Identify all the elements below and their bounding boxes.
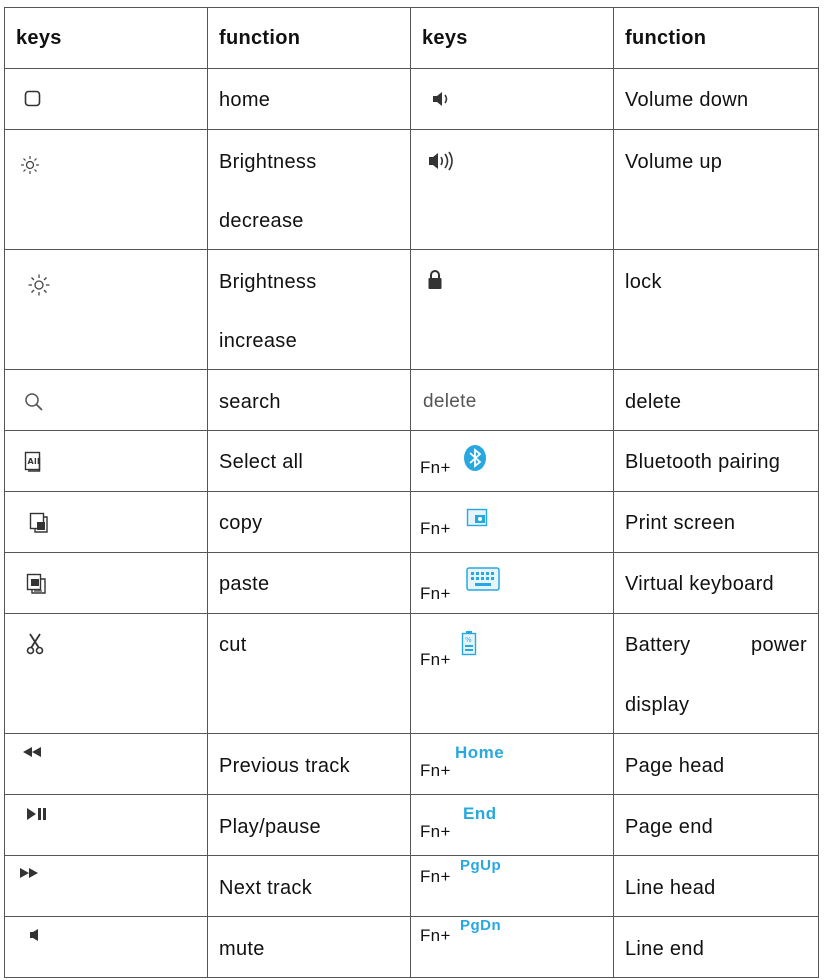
key-cell (411, 492, 614, 553)
table-row (5, 553, 819, 614)
svg-text:All: All (27, 457, 41, 466)
function-cell: Brightness increase (208, 250, 411, 370)
key-cell (5, 250, 208, 370)
key-cell (411, 250, 614, 370)
end-key-label: End (463, 804, 497, 823)
home-key-label: Home (455, 743, 505, 762)
table-row (5, 370, 819, 431)
function-cell: Select all (208, 431, 411, 492)
fn-label: Fn+ (420, 867, 451, 886)
fn-label: Fn+ (420, 458, 451, 477)
function-cell: search (208, 370, 411, 431)
print-screen-icon (466, 508, 488, 528)
key-cell (5, 130, 208, 250)
fn-label: Fn+ (420, 761, 451, 780)
delete-key-label: delete (423, 391, 477, 412)
key-cell (5, 69, 208, 130)
key-cell (411, 795, 614, 856)
play-pause-icon (25, 807, 49, 821)
key-cell (411, 856, 614, 917)
fn-label: Fn+ (420, 822, 451, 841)
volume-down-icon (431, 90, 453, 108)
table-row (5, 130, 819, 250)
key-cell (5, 614, 208, 734)
copy-icon (29, 512, 49, 534)
header-keys: keys (5, 8, 208, 69)
function-cell: Previous track (208, 734, 411, 795)
function-cell: Next track (208, 856, 411, 917)
function-cell: copy (208, 492, 411, 553)
pgdn-key-label: PgDn (460, 917, 502, 934)
function-cell: Volume down (614, 69, 819, 130)
function-cell: Bluetooth pairing (614, 431, 819, 492)
table-row (5, 734, 819, 795)
paste-icon (26, 573, 48, 595)
header-keys-2: keys (411, 8, 614, 69)
key-cell (5, 734, 208, 795)
key-cell (411, 130, 614, 250)
key-cell (5, 917, 208, 978)
brightness-decrease-icon (20, 155, 40, 175)
battery-power-line: Battery power (625, 634, 807, 656)
function-key-table (4, 7, 819, 978)
svg-text:%: % (465, 636, 472, 644)
header-function: function (208, 8, 411, 69)
table-row (5, 614, 819, 734)
fn-label: Fn+ (420, 926, 451, 945)
table-row (5, 492, 819, 553)
key-cell (5, 795, 208, 856)
key-cell (411, 734, 614, 795)
function-cell: Virtual keyboard (614, 553, 819, 614)
battery-icon (461, 630, 477, 656)
fn-label: Fn+ (420, 519, 451, 538)
function-cell: Play/pause (208, 795, 411, 856)
key-cell (5, 492, 208, 553)
function-cell: mute (208, 917, 411, 978)
table-row (5, 250, 819, 370)
next-track-icon (18, 867, 40, 879)
key-cell (411, 614, 614, 734)
table-row (5, 69, 819, 130)
table-row (5, 431, 819, 492)
key-cell (411, 69, 614, 130)
key-cell (411, 431, 614, 492)
function-cell: delete (614, 370, 819, 431)
header-function-2: function (614, 8, 819, 69)
function-cell: Page head (614, 734, 819, 795)
key-cell (5, 370, 208, 431)
function-cell: Battery power display (614, 614, 819, 734)
key-cell (411, 370, 614, 431)
brightness-increase-icon (28, 274, 50, 296)
function-cell: Print screen (614, 492, 819, 553)
select-all-icon (24, 451, 44, 473)
key-cell (5, 431, 208, 492)
key-cell (411, 553, 614, 614)
table-row (5, 856, 819, 917)
function-cell: Line head (614, 856, 819, 917)
lock-icon (427, 269, 443, 291)
table-row (5, 795, 819, 856)
function-cell: lock (614, 250, 819, 370)
bluetooth-icon (463, 444, 487, 472)
table-row (5, 917, 819, 978)
function-cell: Page end (614, 795, 819, 856)
fn-label: Fn+ (420, 584, 451, 603)
function-cell: home (208, 69, 411, 130)
home-icon (24, 90, 42, 108)
key-cell (411, 917, 614, 978)
function-cell: paste (208, 553, 411, 614)
scissors-icon (26, 633, 44, 655)
key-cell (5, 856, 208, 917)
header-row (5, 8, 819, 69)
fn-label: Fn+ (420, 650, 451, 669)
function-cell: Volume up (614, 130, 819, 250)
search-icon (24, 392, 44, 412)
function-cell: Line end (614, 917, 819, 978)
key-cell (5, 553, 208, 614)
previous-track-icon (21, 746, 43, 758)
virtual-keyboard-icon (466, 567, 500, 591)
pgup-key-label: PgUp (460, 857, 502, 874)
function-cell: Brightness decrease (208, 130, 411, 250)
mute-icon (29, 928, 41, 942)
volume-up-icon (427, 150, 455, 172)
function-cell: cut (208, 614, 411, 734)
